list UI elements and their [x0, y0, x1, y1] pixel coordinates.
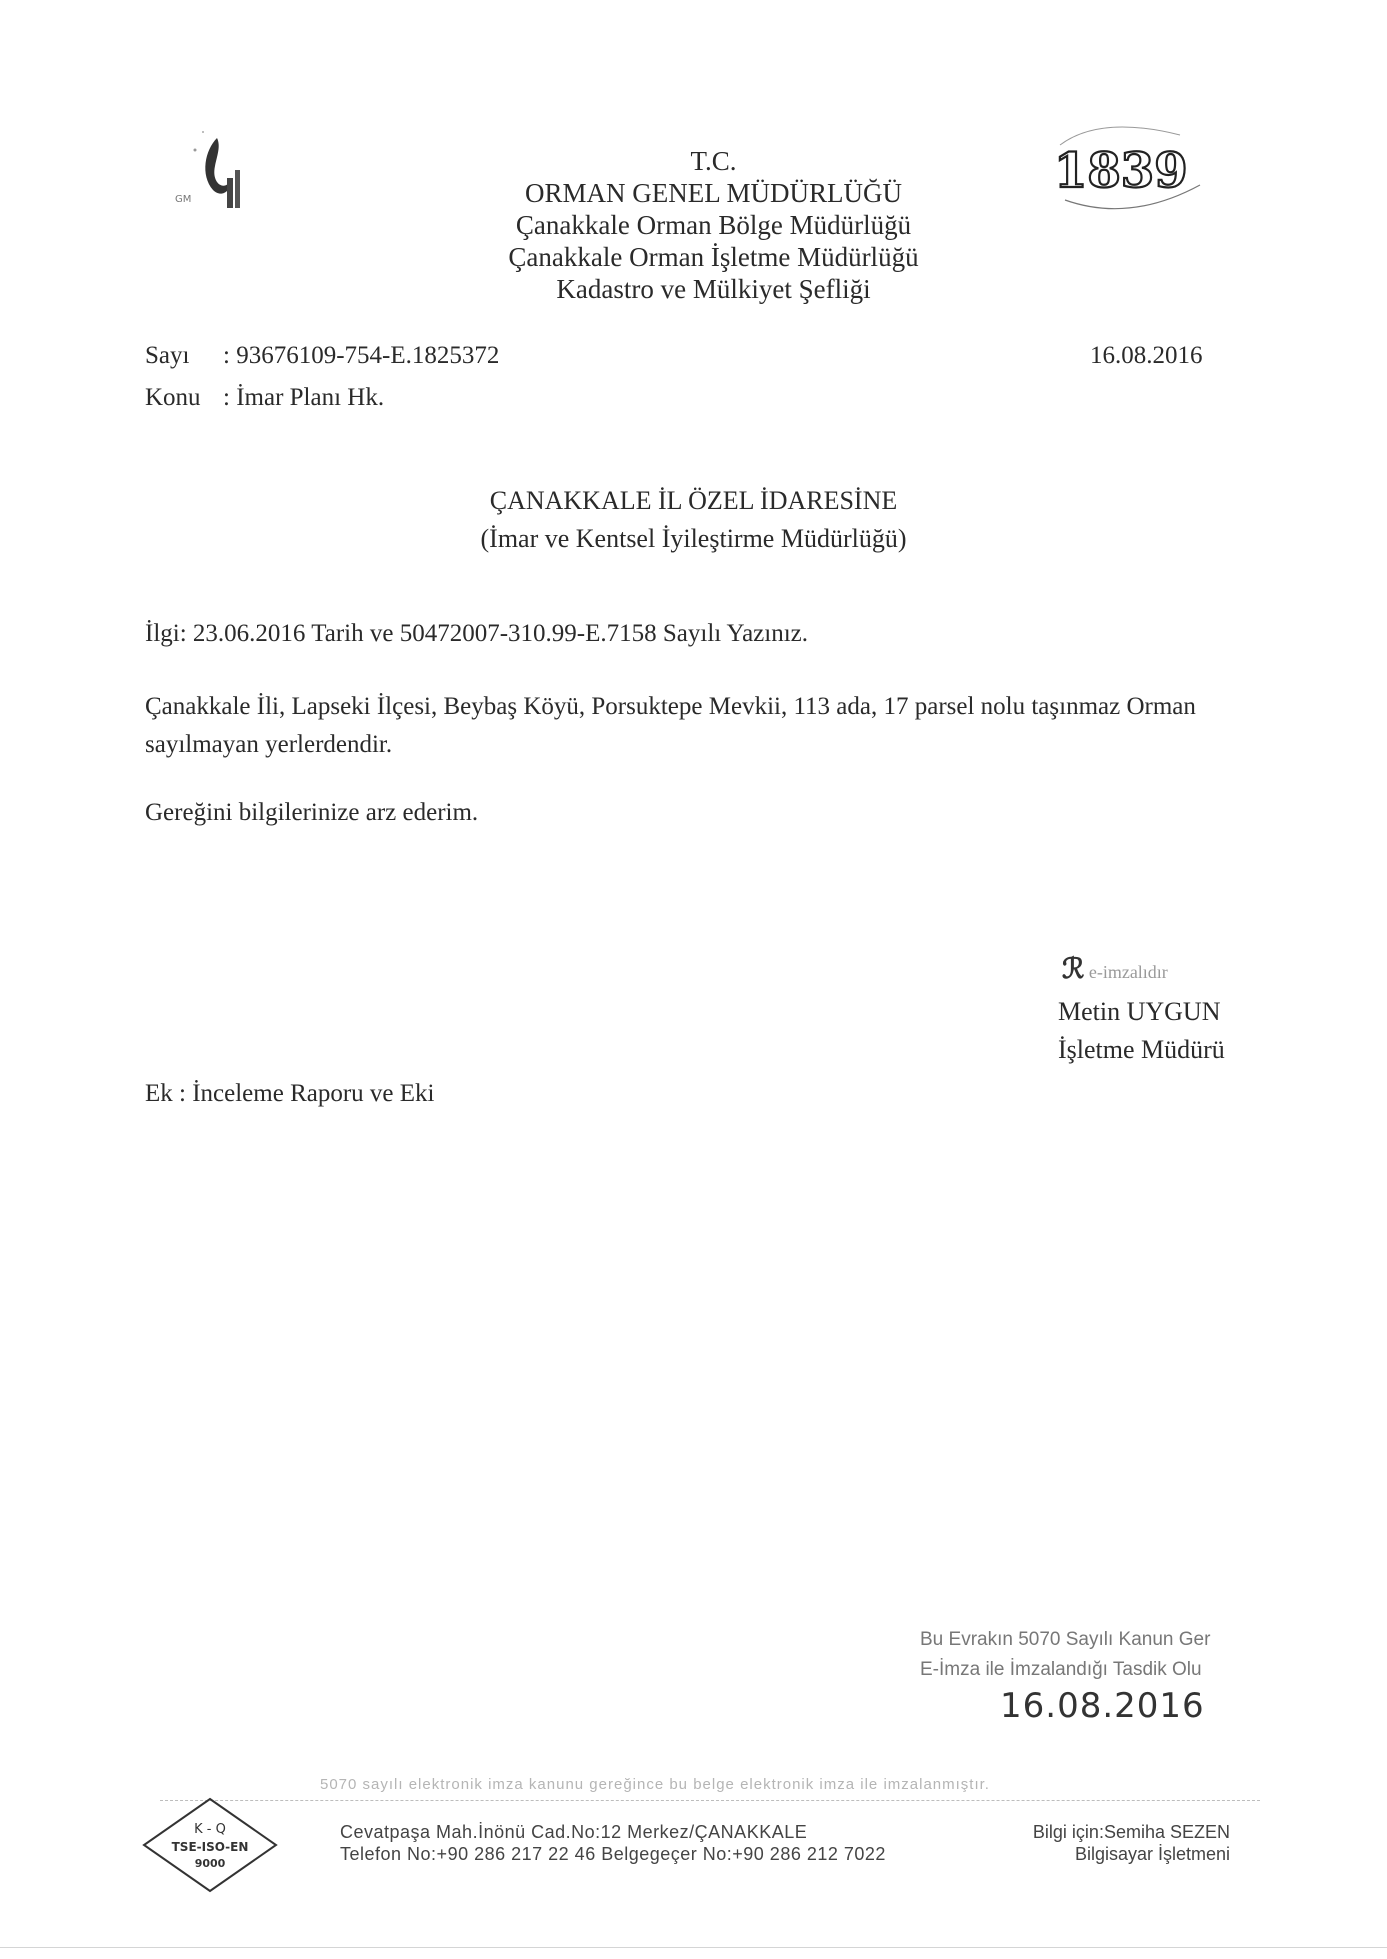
- footer-info: [1000, 1821, 1230, 1865]
- svg-text:GM: GM: [175, 194, 192, 205]
- seal-year: 1839: [1054, 143, 1188, 199]
- tse-iso-logo: [140, 1795, 280, 1895]
- sayi-value: : 93676109-754-E.1825372: [223, 342, 500, 369]
- e-signature-note: 5070 sayılı elektronik imza kanunu gereğince bu belge elektronik imza ile imzalanmıştır.: [320, 1776, 990, 1793]
- attachment-value: İnceleme Raporu ve Eki: [192, 1080, 435, 1107]
- konu-label: Konu: [145, 384, 201, 411]
- footer-address: Cevatpaşa Mah.İnönü Cad.No:12 Merkez/ÇANAKKALE: [340, 1822, 808, 1842]
- recipient-unit: (İmar ve Kentsel İyileştirme Müdürlüğü): [480, 524, 907, 553]
- certification-line-1: Bu Evrakın 5070 Sayılı Kanun Ger: [920, 1629, 1211, 1650]
- certification-date: 16.08.2016: [1000, 1686, 1205, 1726]
- certification-line-2: E-İmza ile İmzalandığı Tasdik Olu: [920, 1659, 1202, 1680]
- signer-title: İşletme Müdürü: [1058, 1035, 1225, 1064]
- page-bottom-line: [0, 1947, 1387, 1948]
- certification-stamp: [920, 1625, 1250, 1685]
- body-paragraph-2: Gereğini bilgilerinize arz ederim.: [145, 799, 479, 826]
- header-region: Çanakkale Orman Bölge Müdürlüğü: [515, 210, 912, 240]
- header-department: Kadastro ve Mülkiyet Şefliği: [556, 274, 871, 304]
- document-date: 16.08.2016: [1090, 342, 1203, 369]
- header-tc: T.C.: [690, 146, 737, 176]
- recipient-name: ÇANAKKALE İL ÖZEL İDARESİNE: [489, 486, 898, 515]
- signer-block: [1058, 993, 1225, 1069]
- header-directorate: Çanakkale Orman İşletme Müdürlüğü: [508, 242, 919, 272]
- footer-info-name: Bilgi için:Semiha SEZEN: [1032, 1822, 1230, 1842]
- kq-text: K - Q: [194, 1822, 226, 1837]
- recipient-block: [0, 482, 1387, 558]
- iso-9000-text: 9000: [194, 1857, 226, 1870]
- ilgi-line: İlgi: 23.06.2016 Tarih ve 50472007-310.99-E.7158 Sayılı Yazınız.: [145, 620, 809, 647]
- attachment-line: [145, 1080, 434, 1108]
- body-paragraph-1: Çanakkale İli, Lapseki İlçesi, Beybaş Köyü, Porsuktepe Mevkii, 113 ada, 17 parsel nolu taşınmaz Orman sayılmayan yerlerdendir.: [145, 693, 1196, 758]
- konu-value: : İmar Planı Hk.: [223, 384, 385, 411]
- tse-iso-text: TSE-ISO-EN: [171, 1840, 249, 1854]
- e-signature-text: e-imzalıdır: [1088, 962, 1168, 982]
- footer-phone: Telefon No:+90 286 217 22 46 Belgegeçer No:+90 286 212 7022: [340, 1844, 886, 1864]
- footer-divider: [160, 1800, 1260, 1801]
- attachment-label: Ek :: [145, 1080, 186, 1107]
- header-ministry: ORMAN GENEL MÜDÜRLÜĞÜ: [525, 178, 902, 208]
- signer-name: Metin UYGUN: [1058, 997, 1221, 1026]
- anniversary-seal: [1040, 105, 1220, 225]
- signature-icon: ℛ: [1062, 954, 1085, 985]
- sayi-label: Sayı: [145, 342, 190, 369]
- konu-row: [145, 384, 384, 412]
- sayi-row: [145, 342, 499, 370]
- footer-info-title: Bilgisayar İşletmeni: [1074, 1844, 1230, 1864]
- footer-contact: [340, 1821, 886, 1865]
- e-signature-mark: [1062, 952, 1168, 986]
